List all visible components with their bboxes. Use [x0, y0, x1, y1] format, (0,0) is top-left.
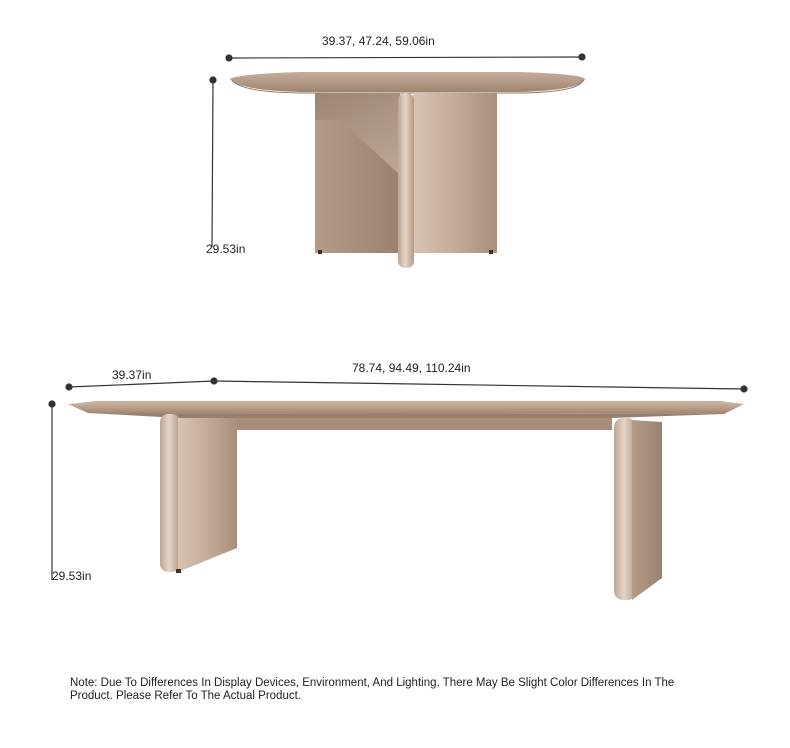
round-height-label: 29.53in — [206, 242, 246, 256]
rect-length-line — [214, 381, 744, 389]
dimension-endpoint — [579, 54, 585, 60]
round-table — [230, 72, 585, 268]
dimension-endpoint — [66, 384, 72, 390]
round-diameter-label: 39.37, 47.24, 59.06in — [322, 34, 435, 48]
round-diameter-line — [229, 57, 582, 58]
round-foot — [489, 250, 493, 254]
round-base-center-post — [398, 93, 414, 268]
rect-apron — [180, 418, 612, 430]
rect-height-label: 29.53in — [52, 569, 92, 583]
round-tabletop — [230, 72, 585, 92]
dimension-endpoint — [49, 401, 55, 407]
rect-width-label: 39.37in — [112, 368, 152, 382]
rectangular-table — [68, 401, 744, 600]
round-foot — [318, 250, 322, 254]
round-height-line — [212, 80, 213, 247]
round-base-right-panel — [413, 93, 497, 253]
color-disclaimer-note: Note: Due To Differences In Display Devices, Environment, And Lighting, There May Be Slight Color Differences In The Product. Please Refer To The Actual Product. — [70, 677, 675, 702]
dimension-endpoint — [210, 77, 216, 83]
dimension-endpoint — [226, 55, 232, 61]
rect-left-leg-panel — [178, 418, 237, 572]
dimension-endpoint — [741, 386, 747, 392]
rect-length-label: 78.74, 94.49, 110.24in — [352, 361, 471, 375]
rect-tabletop-surface — [70, 401, 744, 404]
rect-tabletop — [68, 404, 744, 414]
rect-left-leg-post — [160, 414, 180, 572]
rect-foot — [176, 569, 181, 573]
rect-right-leg-panel — [632, 420, 662, 600]
